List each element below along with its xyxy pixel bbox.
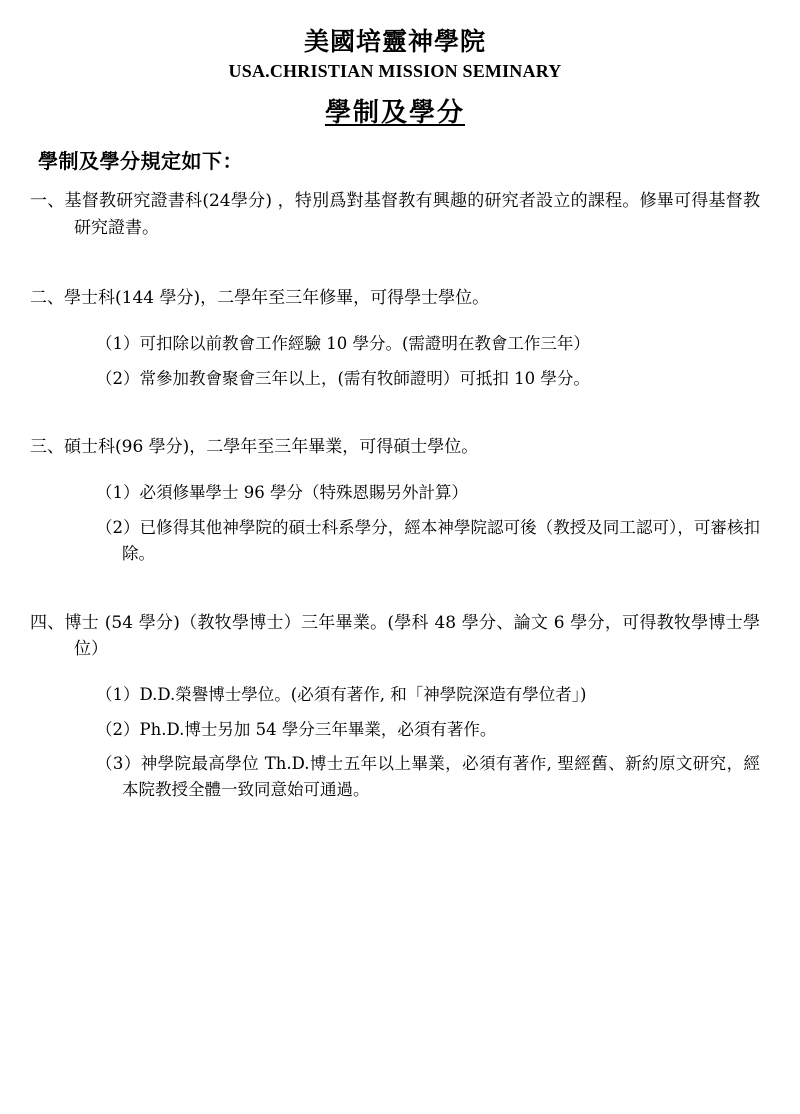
section-heading bbox=[30, 610, 760, 663]
section-heading bbox=[30, 285, 760, 311]
spacer bbox=[30, 672, 760, 682]
section-heading bbox=[30, 434, 760, 460]
section-heading-text: 四、博士 (54 學分)（教牧學博士）三年畢業。(學科 48 學分、論文 6 學分，可得教牧學博士學位） bbox=[30, 612, 760, 659]
sub-item: （3）神學院最高學位 Th.D.博士五年以上畢業，必須有著作, 聖經舊、新約原文研究，經本院教授全體一致同意始可通過。 bbox=[96, 754, 760, 800]
seminary-name-english: USA.CHRISTIAN MISSION SEMINARY bbox=[228, 61, 562, 82]
sub-item: （1）必須修畢學士 96 學分（特殊恩賜另外計算） bbox=[96, 483, 468, 503]
section-master bbox=[30, 434, 760, 568]
sub-item: （2）Ph.D.博士另加 54 學分三年畢業，必須有著作。 bbox=[96, 719, 497, 739]
section-heading bbox=[30, 188, 760, 241]
section-heading-text: 一、基督教研究證書科(24學分) ，特別爲對基督教有興趣的研究者設立的課程。修畢可得基督教研究證書。 bbox=[30, 191, 760, 238]
spacer bbox=[30, 321, 760, 331]
section-heading-text: 三、碩士科(96 學分)，二學年至三年畢業，可得碩士學位。 bbox=[30, 437, 479, 458]
section-heading-text: 二、學士科(144 學分)，二學年至三年修畢，可得學士學位。 bbox=[30, 287, 490, 308]
spacer bbox=[30, 251, 760, 285]
spacer bbox=[30, 470, 760, 480]
section-bachelor bbox=[30, 285, 760, 392]
sub-item: （2）常參加教會聚會三年以上，(需有牧師證明）可抵扣 10 學分。 bbox=[96, 368, 590, 388]
sub-item: （1）D.D.榮譽博士學位。(必須有著作, 和「神學院深造有學位者」) bbox=[96, 685, 587, 705]
spacer bbox=[30, 576, 760, 610]
spacer bbox=[30, 400, 760, 434]
section-certificate bbox=[30, 188, 760, 241]
sub-item: （1）可扣除以前教會工作經驗 10 學分。(需證明在教會工作三年） bbox=[96, 334, 590, 354]
seminary-name-chinese: 美國培靈神學院 bbox=[303, 27, 486, 56]
sub-item: （2）已修得其他神學院的碩士科系學分，經本神學院認可後（教授及同工認可），可審核扣除。 bbox=[96, 517, 760, 564]
section-doctorate bbox=[30, 610, 760, 804]
document-title: 學制及學分 bbox=[324, 98, 465, 129]
document-header bbox=[30, 26, 760, 129]
intro-line: 學制及學分規定如下： bbox=[38, 149, 243, 174]
